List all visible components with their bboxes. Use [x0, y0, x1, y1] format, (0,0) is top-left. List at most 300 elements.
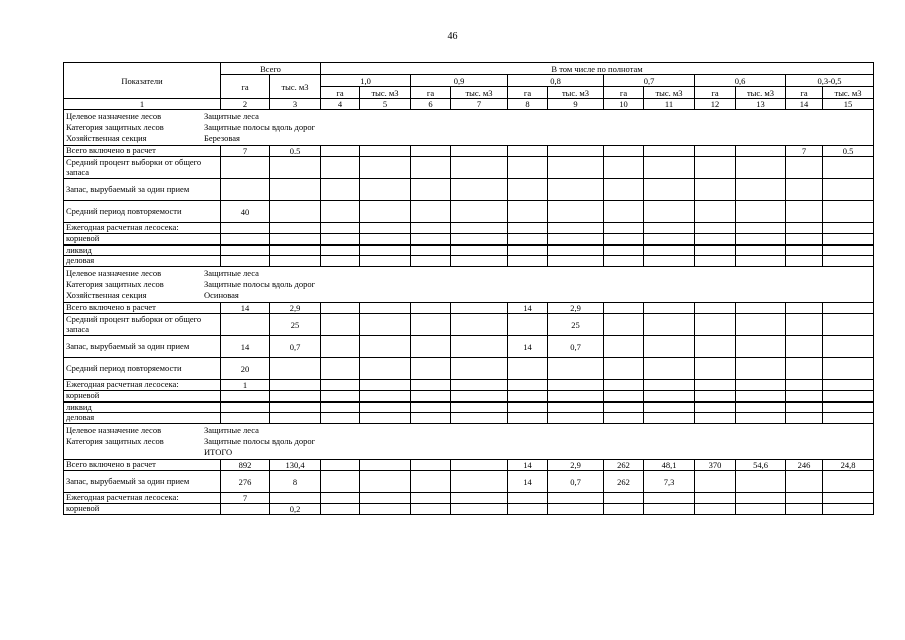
table-cell	[508, 504, 548, 515]
table-cell	[270, 157, 321, 179]
column-number: 12	[695, 99, 736, 110]
table-cell	[695, 314, 736, 336]
header-density: 0,8	[508, 75, 604, 87]
table-cell	[823, 471, 874, 493]
table-cell	[644, 391, 695, 402]
section-meta-value: Защитные леса	[204, 268, 259, 278]
table-cell	[695, 391, 736, 402]
table-cell	[221, 504, 270, 515]
table-cell	[321, 413, 360, 424]
table-cell: 0,2	[270, 504, 321, 515]
table-cell	[736, 256, 786, 267]
table-cell: 276	[221, 471, 270, 493]
table-row	[64, 245, 874, 256]
table-cell	[644, 303, 695, 314]
table-cell	[695, 223, 736, 234]
header-m3: тыс. м3	[548, 87, 604, 99]
table-cell	[360, 223, 411, 234]
table-cell: 2,9	[548, 460, 604, 471]
table-row	[64, 157, 874, 179]
table-cell	[823, 336, 874, 358]
row-label: корневой	[64, 234, 221, 245]
table-cell	[736, 303, 786, 314]
table-cell	[411, 402, 451, 413]
table-cell	[360, 413, 411, 424]
table-cell	[451, 358, 508, 380]
row-label: Ежегодная расчетная лесосека:	[64, 493, 221, 504]
table-cell	[411, 504, 451, 515]
table-cell	[321, 179, 360, 201]
table-cell	[736, 245, 786, 256]
table-cell	[823, 245, 874, 256]
section-meta-key: Целевое назначение лесов	[66, 425, 162, 435]
table-cell	[508, 380, 548, 391]
table-cell	[221, 179, 270, 201]
table-cell	[695, 157, 736, 179]
table-cell	[695, 358, 736, 380]
table-cell: 14	[508, 460, 548, 471]
table-cell: 2,9	[270, 303, 321, 314]
table-cell	[695, 201, 736, 223]
table-cell: 246	[786, 460, 823, 471]
table-cell	[786, 179, 823, 201]
table-cell	[604, 157, 644, 179]
table-cell	[360, 256, 411, 267]
table-cell	[270, 413, 321, 424]
row-label: Запас, вырубаемый за один прием	[64, 179, 221, 201]
header-indicators: Показатели	[64, 63, 221, 99]
table-cell: 7	[221, 146, 270, 157]
section-meta-row	[64, 267, 874, 303]
section-meta-value: Защитные полосы вдоль дорог	[204, 279, 316, 289]
table-cell	[644, 336, 695, 358]
table-cell	[548, 402, 604, 413]
table-cell	[786, 413, 823, 424]
table-cell	[604, 504, 644, 515]
section-meta-line	[66, 436, 871, 447]
table-cell: 40	[221, 201, 270, 223]
table-cell	[411, 358, 451, 380]
column-number: 15	[823, 99, 874, 110]
table-cell	[736, 504, 786, 515]
table-cell	[270, 256, 321, 267]
table-cell	[644, 223, 695, 234]
table-cell	[604, 402, 644, 413]
table-cell	[360, 460, 411, 471]
table-cell	[321, 402, 360, 413]
header-ha: га	[786, 87, 823, 99]
table-cell	[270, 245, 321, 256]
table-cell	[548, 413, 604, 424]
table-cell	[736, 493, 786, 504]
table-cell	[221, 157, 270, 179]
table-cell	[736, 380, 786, 391]
header-ha: га	[604, 87, 644, 99]
row-label: Запас, вырубаемый за один прием	[64, 471, 221, 493]
table-cell: 2,9	[548, 303, 604, 314]
table-cell	[644, 314, 695, 336]
table-cell: 0,7	[548, 336, 604, 358]
table-cell	[411, 245, 451, 256]
table-cell	[823, 303, 874, 314]
table-cell: 7,3	[644, 471, 695, 493]
table-cell	[411, 146, 451, 157]
table-cell	[321, 504, 360, 515]
table-cell: 262	[604, 460, 644, 471]
header-by-density: В том числе по полнотам	[321, 63, 874, 75]
table-cell	[321, 391, 360, 402]
table-cell	[823, 358, 874, 380]
table-cell	[604, 179, 644, 201]
table-cell	[644, 179, 695, 201]
section-meta-value: Осиновая	[204, 290, 239, 300]
table-cell	[321, 146, 360, 157]
table-cell	[786, 402, 823, 413]
section-meta-value: ИТОГО	[204, 447, 233, 457]
table-row	[64, 314, 874, 336]
table-cell	[823, 380, 874, 391]
table-cell	[411, 201, 451, 223]
table-cell	[548, 358, 604, 380]
table-cell	[270, 201, 321, 223]
table-cell	[786, 471, 823, 493]
table-cell	[548, 201, 604, 223]
column-number: 4	[321, 99, 360, 110]
table-cell	[451, 234, 508, 245]
table-cell	[411, 223, 451, 234]
section-meta	[64, 267, 874, 303]
table-cell	[695, 504, 736, 515]
table-cell	[321, 460, 360, 471]
section-meta-value: Защитные леса	[204, 425, 259, 435]
table-cell	[786, 391, 823, 402]
table-cell	[548, 223, 604, 234]
table-cell	[321, 471, 360, 493]
column-number: 13	[736, 99, 786, 110]
table-cell	[548, 504, 604, 515]
table-cell	[644, 358, 695, 380]
section-meta-line	[66, 447, 871, 458]
table-cell: 14	[221, 336, 270, 358]
header-density: 0,7	[604, 75, 695, 87]
table-cell	[786, 493, 823, 504]
table-row	[64, 471, 874, 493]
table-cell	[695, 413, 736, 424]
table-cell	[604, 391, 644, 402]
table-cell	[270, 402, 321, 413]
table-cell	[270, 179, 321, 201]
table-cell	[360, 314, 411, 336]
table-cell	[270, 358, 321, 380]
table-cell	[270, 380, 321, 391]
table-cell: 0,7	[270, 336, 321, 358]
table-cell	[548, 146, 604, 157]
header-m3: тыс. м3	[736, 87, 786, 99]
table-cell	[604, 493, 644, 504]
table-cell	[508, 157, 548, 179]
table-cell	[695, 471, 736, 493]
section-meta-row	[64, 110, 874, 146]
table-cell	[508, 314, 548, 336]
table-cell	[736, 314, 786, 336]
table-cell	[695, 256, 736, 267]
header-density: 0,3-0,5	[786, 75, 874, 87]
table-row	[64, 493, 874, 504]
row-label: Запас, вырубаемый за один прием	[64, 336, 221, 358]
section-meta-key: Категория защитных лесов	[66, 279, 164, 289]
table-cell: 14	[508, 336, 548, 358]
header-ha: га	[508, 87, 548, 99]
table-cell	[451, 314, 508, 336]
table-cell	[360, 471, 411, 493]
table-cell	[321, 223, 360, 234]
section-meta-line	[66, 268, 871, 279]
table-cell	[321, 358, 360, 380]
section-meta-key: Целевое назначение лесов	[66, 268, 162, 278]
table-cell	[786, 358, 823, 380]
header-ha: га	[695, 87, 736, 99]
table-cell	[321, 245, 360, 256]
table-cell	[360, 493, 411, 504]
table-cell	[823, 391, 874, 402]
table-cell	[786, 303, 823, 314]
table-cell	[411, 314, 451, 336]
table-cell	[736, 201, 786, 223]
table-cell	[644, 146, 695, 157]
table-cell	[321, 157, 360, 179]
table-cell	[695, 179, 736, 201]
section-meta-value: Защитные полосы вдоль дорог	[204, 436, 316, 446]
table-cell	[508, 146, 548, 157]
table-cell	[451, 413, 508, 424]
column-number: 8	[508, 99, 548, 110]
table-cell	[451, 157, 508, 179]
table-cell	[221, 256, 270, 267]
table-cell	[786, 256, 823, 267]
section-meta-key	[66, 447, 204, 458]
table-cell	[695, 303, 736, 314]
table-cell	[548, 234, 604, 245]
table-cell	[221, 234, 270, 245]
table-cell	[360, 245, 411, 256]
table-cell: 14	[508, 471, 548, 493]
table-cell	[548, 157, 604, 179]
table-cell	[644, 157, 695, 179]
table-cell	[823, 179, 874, 201]
row-label: ликвид	[64, 245, 221, 256]
table-cell	[451, 493, 508, 504]
table-cell: 892	[221, 460, 270, 471]
page-number: 46	[447, 31, 458, 42]
table-cell	[221, 391, 270, 402]
table-cell: 14	[221, 303, 270, 314]
table-cell	[644, 245, 695, 256]
table-cell	[786, 223, 823, 234]
table-row	[64, 358, 874, 380]
column-number: 6	[411, 99, 451, 110]
table-cell	[451, 179, 508, 201]
table-cell	[360, 336, 411, 358]
table-row	[64, 201, 874, 223]
table-cell	[823, 504, 874, 515]
section-meta-line	[66, 425, 871, 436]
table-cell	[736, 471, 786, 493]
table-cell	[604, 201, 644, 223]
header-m3: тыс. м3	[644, 87, 695, 99]
table-cell	[321, 493, 360, 504]
table-cell	[411, 380, 451, 391]
column-number-row	[64, 99, 874, 110]
table-row	[64, 234, 874, 245]
table-cell: 0.5	[823, 146, 874, 157]
row-label: ликвид	[64, 402, 221, 413]
table-cell: 14	[508, 303, 548, 314]
table-cell	[695, 234, 736, 245]
table-cell	[644, 380, 695, 391]
table-cell	[823, 234, 874, 245]
table-row	[64, 223, 874, 234]
table-cell: 48,1	[644, 460, 695, 471]
header-ha: га	[411, 87, 451, 99]
section-meta-value: Защитные полосы вдоль дорог	[204, 122, 316, 132]
section-meta-value: Березовая	[204, 133, 240, 143]
column-number: 14	[786, 99, 823, 110]
table-cell	[736, 413, 786, 424]
table-cell: 24,8	[823, 460, 874, 471]
table-cell	[548, 391, 604, 402]
table-cell	[451, 402, 508, 413]
table-cell	[321, 201, 360, 223]
table-cell	[411, 493, 451, 504]
table-row	[64, 402, 874, 413]
table-cell	[695, 245, 736, 256]
section-meta-line	[66, 111, 871, 122]
table-cell	[508, 358, 548, 380]
row-label: Ежегодная расчетная лесосека:	[64, 380, 221, 391]
table-cell	[221, 413, 270, 424]
table-cell: 25	[270, 314, 321, 336]
column-number: 3	[270, 99, 321, 110]
table-cell	[823, 256, 874, 267]
table-cell	[508, 245, 548, 256]
table-row	[64, 336, 874, 358]
table-row	[64, 460, 874, 471]
table-cell	[604, 303, 644, 314]
section-meta-value: Защитные леса	[204, 111, 259, 121]
column-number: 10	[604, 99, 644, 110]
section-meta-line	[66, 279, 871, 290]
row-label: Средний период повторяемости	[64, 201, 221, 223]
table-cell	[823, 402, 874, 413]
table-cell	[644, 402, 695, 413]
table-row	[64, 504, 874, 515]
row-label: Всего включено в расчет	[64, 146, 221, 157]
row-label: Всего включено в расчет	[64, 460, 221, 471]
table-cell	[823, 201, 874, 223]
section-meta-key: Хозяйственная секция	[66, 290, 147, 300]
row-label: Средний период повторяемости	[64, 358, 221, 380]
table-cell	[411, 336, 451, 358]
table-cell	[451, 256, 508, 267]
table-cell	[786, 201, 823, 223]
table-cell	[736, 336, 786, 358]
header-total-ha: га	[221, 75, 270, 99]
table-cell	[604, 358, 644, 380]
table-cell	[548, 179, 604, 201]
table-cell	[508, 201, 548, 223]
table-cell	[321, 314, 360, 336]
table-cell	[786, 380, 823, 391]
table-cell	[736, 157, 786, 179]
column-number: 5	[360, 99, 411, 110]
table-cell	[508, 256, 548, 267]
table-cell: 0.5	[270, 146, 321, 157]
column-number: 1	[64, 99, 221, 110]
header-density: 0,9	[411, 75, 508, 87]
table-cell	[736, 179, 786, 201]
table-cell	[321, 234, 360, 245]
row-label: Средний процент выборки от общего запаса	[64, 157, 221, 179]
table-cell	[360, 157, 411, 179]
section-meta	[64, 110, 874, 146]
table-cell	[360, 303, 411, 314]
table-cell	[451, 460, 508, 471]
table-cell	[360, 504, 411, 515]
column-number: 9	[548, 99, 604, 110]
table-cell	[736, 391, 786, 402]
table-cell	[548, 256, 604, 267]
table-cell: 25	[548, 314, 604, 336]
header-total-m3: тыс. м3	[270, 75, 321, 99]
column-number: 7	[451, 99, 508, 110]
table-cell	[411, 471, 451, 493]
table-cell	[548, 493, 604, 504]
table-cell	[604, 146, 644, 157]
table-row	[64, 256, 874, 267]
table-cell	[411, 234, 451, 245]
table-cell	[360, 358, 411, 380]
table-cell	[411, 157, 451, 179]
table-cell	[508, 223, 548, 234]
table-cell	[604, 256, 644, 267]
column-number: 2	[221, 99, 270, 110]
table-cell	[360, 402, 411, 413]
section-meta-key: Хозяйственная секция	[66, 133, 147, 143]
row-label: деловая	[64, 256, 221, 267]
table-cell	[604, 336, 644, 358]
table-cell	[360, 179, 411, 201]
table-cell	[508, 391, 548, 402]
table-cell	[786, 336, 823, 358]
row-label: Средний процент выборки от общего запаса	[64, 314, 221, 336]
table-cell	[548, 245, 604, 256]
row-label: Ежегодная расчетная лесосека:	[64, 223, 221, 234]
table-cell: 262	[604, 471, 644, 493]
table-cell	[823, 157, 874, 179]
table-cell	[270, 391, 321, 402]
table-cell	[451, 336, 508, 358]
table-cell	[644, 504, 695, 515]
table-cell	[360, 380, 411, 391]
table-cell	[508, 179, 548, 201]
table-cell	[604, 234, 644, 245]
table-cell	[644, 256, 695, 267]
table-cell	[823, 413, 874, 424]
row-label: Всего включено в расчет	[64, 303, 221, 314]
table-cell	[411, 179, 451, 201]
row-label: деловая	[64, 413, 221, 424]
table-cell	[508, 493, 548, 504]
